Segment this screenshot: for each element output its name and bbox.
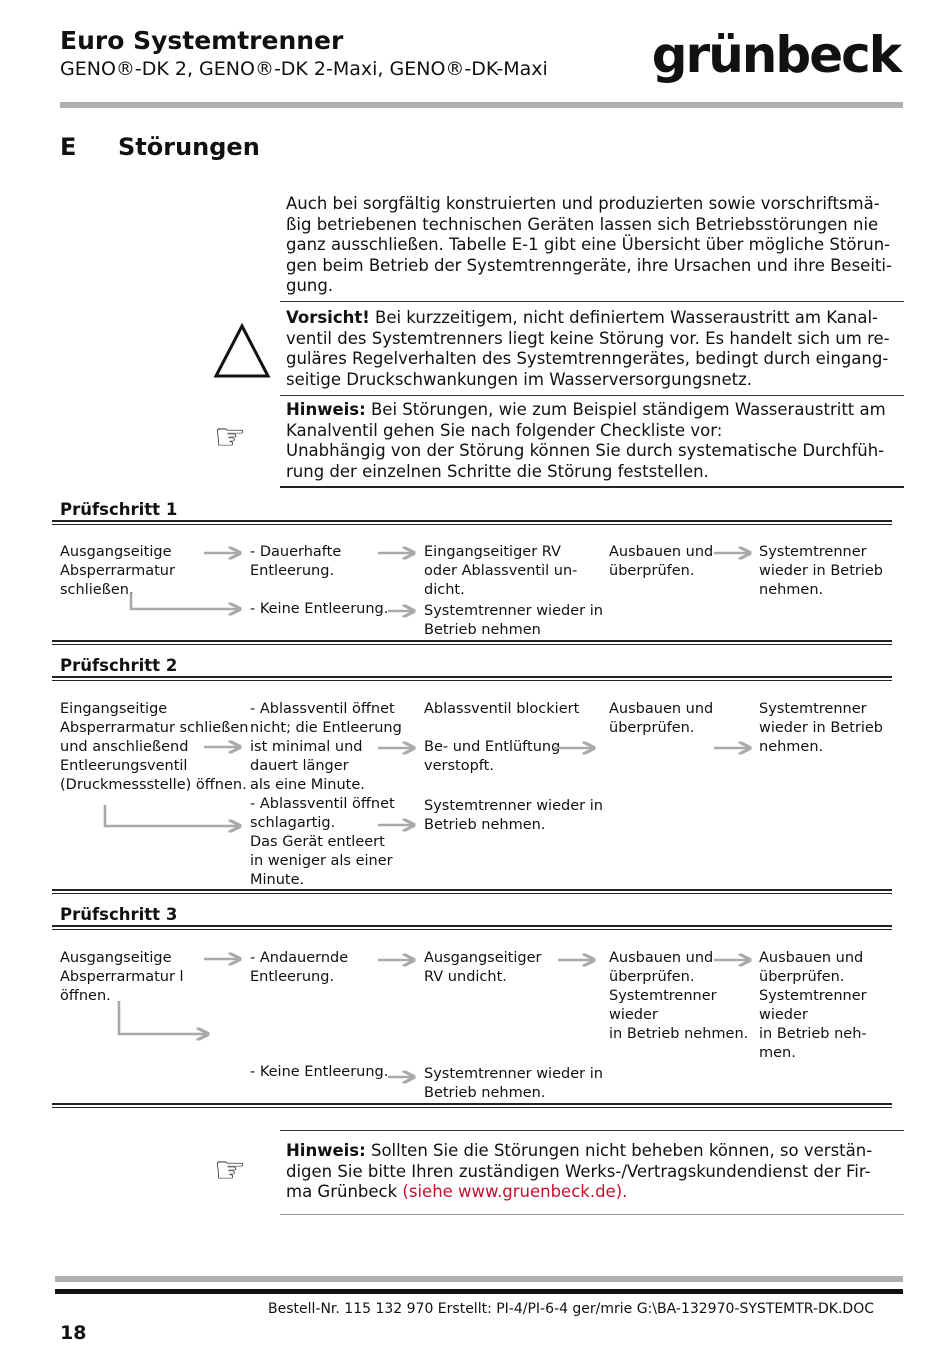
step-1-action: Ausgangseitige Absperrarmatur schließen.	[60, 544, 175, 598]
bent-arrow-icon	[105, 805, 240, 826]
footer-rule-black	[55, 1289, 903, 1294]
step-3-title: Prüfschritt 3	[60, 905, 178, 924]
pointing-hand-icon-2: ☞	[214, 1150, 247, 1191]
bent-arrow-icon	[131, 593, 240, 609]
step-2-title: Prüfschritt 2	[60, 656, 178, 675]
section-letter: E	[60, 133, 77, 161]
footer-rule-grey	[55, 1276, 903, 1282]
step-2-remedy: Systemtrenner wieder in Betrieb nehmen.	[424, 798, 603, 833]
bent-arrow-icon	[119, 1001, 208, 1034]
hint-text-2: Unabhängig von der Störung können Sie durch systematische Durchfüh-rung der einzelnen Schritte die Störung feststellen.	[286, 441, 885, 481]
section-title: Störungen	[118, 133, 260, 161]
step-2-cause-a: Ablassventil blockiert	[424, 701, 580, 717]
step-1-cause: Eingangseitiger RV oder Ablassventil un- dicht.	[424, 544, 578, 598]
hint-2-note	[286, 1141, 882, 1203]
step-2-action: Eingangseitige Absperrarmatur schließen und anschließend Entleerungsventil (Druckmessstelle) öffnen.	[60, 701, 249, 793]
step-2-cause-b: Be- und Entlüftung verstopft.	[424, 739, 561, 774]
gruenbeck-logo: grünbeck	[651, 26, 900, 84]
step-3-cause: Ausgangseitiger RV undicht.	[424, 950, 542, 985]
step-2-final: Systemtrenner wieder in Betrieb nehmen.	[759, 701, 884, 755]
step-1-result-b: - Keine Entleerung.	[250, 601, 389, 617]
document-title: Euro Systemtrenner	[60, 26, 344, 55]
step-3-remedy: Systemtrenner wieder in Betrieb nehmen.	[424, 1066, 603, 1101]
step-3-action: Ausgangseitige Absperrarmatur l öffnen.	[60, 950, 184, 1004]
page-number: 18	[60, 1322, 87, 1344]
step-1-remedy: Systemtrenner wieder in Betrieb nehmen	[424, 603, 603, 638]
gruenbeck-link[interactable]: (siehe www.gruenbeck.de).	[402, 1182, 628, 1201]
document-subtitle: GENO®-DK 2, GENO®-DK 2-Maxi, GENO®-DK-Maxi	[60, 58, 548, 80]
step-3-result-a: - Andauernde Entleerung.	[250, 950, 349, 985]
step-1-title: Prüfschritt 1	[60, 500, 178, 519]
hint-text: Bei Störungen, wie zum Beispiel ständigem Wasseraustritt am Kanalventil gehen Sie nach folgender Checkliste vor:	[286, 400, 886, 440]
caution-label: Vorsicht!	[286, 308, 370, 327]
pointing-hand-icon: ☞	[214, 417, 247, 458]
step-1-check: Ausbauen und überprüfen.	[609, 544, 714, 579]
intro-paragraph: Auch bei sorgfältig konstruierten und produzierten sowie vorschriftsmä-ßig betriebenen technischen Geräten lassen sich Betriebsstörungen nie ganz ausschließen. Tabelle E-1 gibt eine Übersicht über mögliche Störun-gen beim Betrieb der Systemtrenngeräte, ihre Ursachen und ihre Beseiti-gung.	[286, 194, 892, 295]
hint-label: Hinweis:	[286, 400, 366, 419]
step-2-result-a: - Ablassventil öffnet nicht; die Entleerung ist minimal und dauert länger als eine Minute.	[250, 701, 402, 793]
step-3-result-b: - Keine Entleerung.	[250, 1064, 389, 1080]
hint-2-bottom-rule	[280, 1214, 904, 1215]
hint-2-text: Sollten Sie die Störungen nicht beheben können, so verstän-digen Sie bitte Ihren zuständigen Werks-/Vertragskundendienst der Fir-ma Grünbeck	[286, 1141, 873, 1201]
step-1-result-a: - Dauerhafte Entleerung.	[250, 544, 342, 579]
caution-text: Bei kurzzeitigem, nicht definiertem Wasseraustritt am Kanal-ventil des Systemtrenners liegt keine Störung vor. Es handelt sich um re-guläres Regelverhalten des Systemtrenngerätes, bedingt durch eingang-seitige Druckschwankungen im Wasserversorgungsnetz.	[286, 308, 890, 389]
step-3-check: Ausbauen und überprüfen. Systemtrenner wieder in Betrieb nehmen.	[609, 950, 749, 1042]
step-3-final: Ausbauen und überprüfen. Systemtrenner wieder in Betrieb neh- men.	[759, 950, 867, 1061]
step-2-check: Ausbauen und überprüfen.	[609, 701, 714, 736]
hint-2-label: Hinweis:	[286, 1141, 366, 1160]
step-2-result-b: - Ablassventil öffnet schlagartig. Das Gerät entleert in weniger als einer Minute.	[250, 796, 395, 888]
step-1-final: Systemtrenner wieder in Betrieb nehmen.	[759, 544, 884, 598]
hint-2-top-rule	[280, 1130, 904, 1131]
footer-reference: Bestell-Nr. 115 132 970 Erstellt: PI-4/PI-6-4 ger/mrie G:\BA-132970-SYSTEMTR-DK.DOC	[268, 1301, 874, 1317]
